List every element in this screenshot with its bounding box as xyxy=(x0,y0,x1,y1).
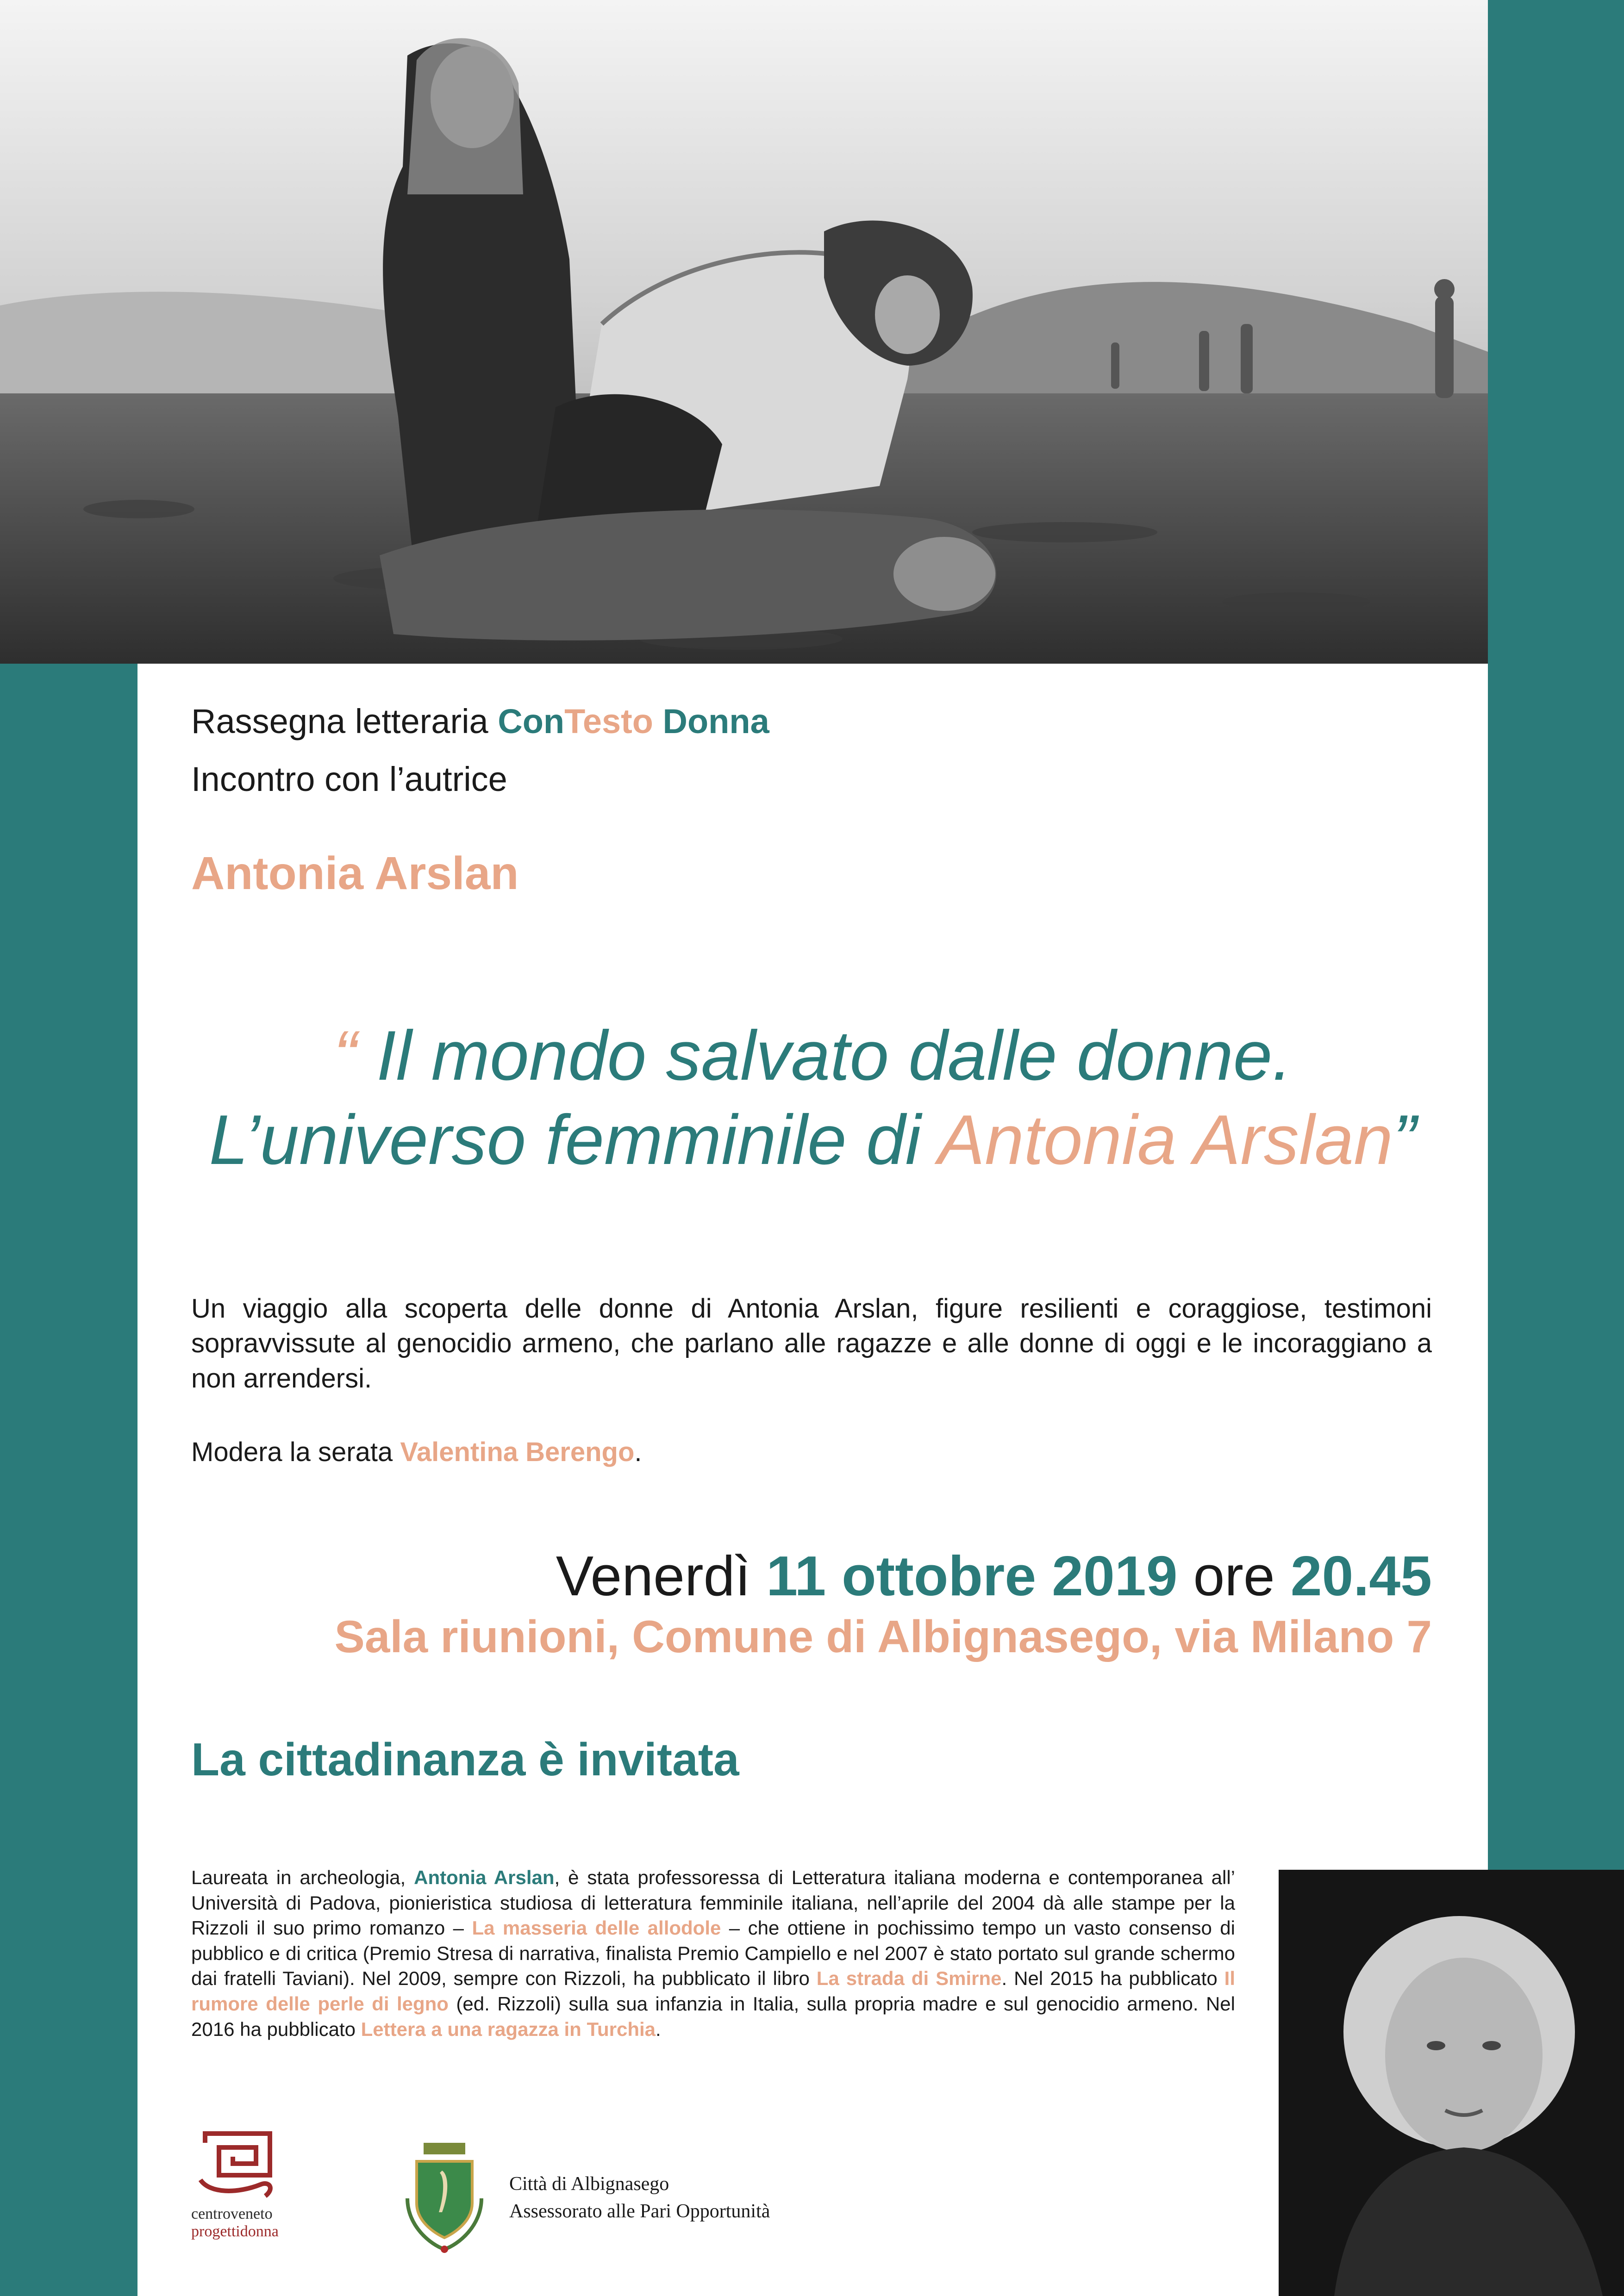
city-text xyxy=(509,2171,770,2225)
series-donna: Donna xyxy=(653,702,769,740)
centroveneto-logo xyxy=(191,2124,302,2240)
author-name: Antonia Arslan xyxy=(191,847,519,899)
moderator-suffix: . xyxy=(634,1437,642,1467)
bio-text-2: , è stata professoressa di Letteratura italiana moderna e contemporanea all’ Università di Padova, pionieristica studiosa di letteratura femminile italiana, nell’aprile del 2004 dà alle stampe per la Rizzoli il suo primo romanzo – xyxy=(191,1867,1235,1939)
bio-text-3: – che ottiene in pochissimo tempo un vasto consenso di pubblico e di critica (Premio Stresa di narrativa, finalista Premio Campiello e nel 2007 è stato portato sul grande schermo dai fratelli Taviani). Nel 2009, sempre con Rizzoli, ha pubblicato il libro xyxy=(191,1917,1235,1990)
title-author-name: Antonia Arslan xyxy=(937,1101,1393,1180)
event-time: 20.45 xyxy=(1290,1544,1432,1607)
spiral-logo-icon xyxy=(191,2124,284,2203)
title-line-1 xyxy=(137,1014,1488,1098)
book-title-2: La strada di Smirne xyxy=(816,1967,1002,1990)
moderator-name: Valentina Berengo xyxy=(400,1437,635,1467)
intro-paragraph: Un viaggio alla scoperta delle donne di Antonia Arslan, figure resilienti e coraggiose, testimoni sopravvissute al genocidio armeno, che parlano alle ragazze e alle donne di oggi e le incoraggiano a non arrendersi. xyxy=(191,1294,1432,1394)
org-line-1: centroveneto xyxy=(191,2205,273,2222)
title-line-2-prefix: L’universo femminile di xyxy=(209,1101,938,1180)
event-ore: ore xyxy=(1177,1544,1291,1607)
author-bio xyxy=(191,1865,1235,2042)
title-line-2 xyxy=(137,1098,1488,1182)
event-title xyxy=(137,1014,1488,1182)
author-portrait xyxy=(1279,1870,1624,2296)
event-location: Sala riunioni, Comune di Albignasego, via Milano 7 xyxy=(334,1611,1432,1662)
event-date: 11 ottobre 2019 xyxy=(766,1544,1178,1607)
bio-text-1: Laureata in archeologia, xyxy=(191,1867,414,1888)
book-title-1: La masseria delle allodole xyxy=(472,1917,721,1939)
close-quote: ” xyxy=(1393,1101,1417,1180)
albignasego-crest xyxy=(398,2134,491,2254)
city-line-1: Città di Albignasego xyxy=(509,2173,669,2195)
city-crest-icon xyxy=(398,2134,491,2254)
series-con: Con xyxy=(498,702,565,740)
bio-text-4: . Nel 2015 ha pubblicato xyxy=(1001,1967,1224,1990)
bio-text-5: (ed. Rizzoli) sulla sua infanzia in Italia, sulla propria madre e sul genocidio armeno. Nel 2016 ha pubblicato xyxy=(191,1992,1235,2040)
series-prefix: Rassegna letteraria xyxy=(191,702,498,740)
event-datetime xyxy=(191,1543,1432,1608)
bio-author-name: Antonia Arslan xyxy=(414,1867,555,1888)
series-title xyxy=(191,701,769,742)
book-title-3: Il rumore delle perle di legno xyxy=(191,1967,1235,2015)
bio-text-6: . xyxy=(656,2018,661,2040)
historical-photo xyxy=(0,0,1488,664)
book-title-4: Lettera a una ragazza in Turchia xyxy=(361,2018,656,2040)
subtitle: Incontro con l’autrice xyxy=(191,760,507,798)
moderator-prefix: Modera la serata xyxy=(191,1437,400,1467)
open-quote: “ xyxy=(333,1016,377,1095)
invitation-text: La cittadinanza è invitata xyxy=(191,1734,739,1786)
title-line-1-text: Il mondo salvato dalle donne. xyxy=(376,1016,1292,1095)
city-line-2: Assessorato alle Pari Opportunità xyxy=(509,2200,770,2222)
event-day: Venerdì xyxy=(556,1544,767,1607)
moderator-line xyxy=(191,1435,1432,1469)
series-testo: Testo xyxy=(564,702,653,740)
org-line-2: progettidonna xyxy=(191,2223,279,2240)
